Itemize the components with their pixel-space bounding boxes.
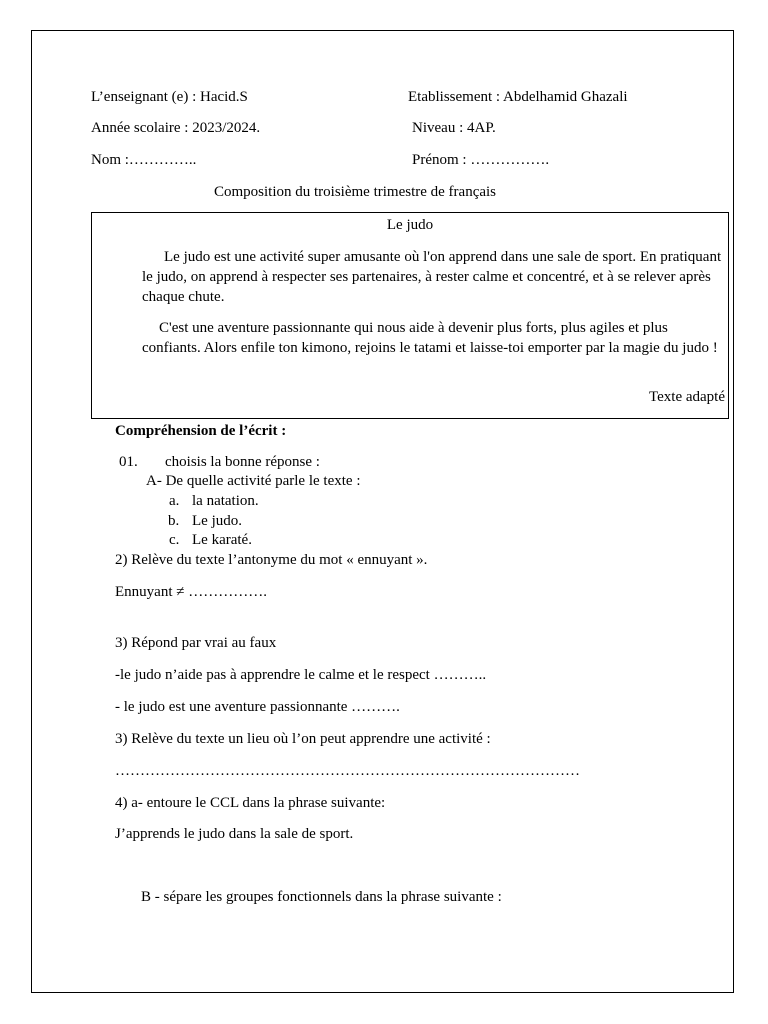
q2-question: 2) Relève du texte l’antonyme du mot « ennuyant ». — [115, 552, 428, 568]
school-label: Etablissement : Abdelhamid Ghazali — [408, 89, 628, 105]
school-year-label: Année scolaire : 2023/2024. — [91, 120, 261, 136]
q4-sentence[interactable]: J’apprends le judo dans la sale de sport. — [115, 826, 354, 842]
exam-title: Composition du troisième trimestre de français — [214, 184, 497, 200]
q3-question: 3) Répond par vrai au faux — [115, 635, 277, 651]
q2-answer-field[interactable]: Ennuyant ≠ ……………. — [115, 584, 267, 600]
text-source: Texte adapté — [649, 389, 725, 405]
q3b-answer-line[interactable]: ………………………………………………………………………………… — [115, 763, 580, 779]
q1-number: 01. — [119, 454, 138, 470]
q1-instruction: choisis la bonne réponse : — [165, 454, 320, 470]
reading-paragraph-2: C'est une aventure passionnante qui nous aide à devenir plus forts, plus agiles et plus confiants. Alors enfile ton kimono, rejoins le tatami et laisse-toi emporter par la magie du judo ! — [142, 320, 718, 356]
section-title: Compréhension de l’écrit : — [115, 423, 287, 439]
option-text[interactable]: Le judo. — [192, 513, 242, 529]
option-letter: a. — [169, 493, 180, 509]
reading-paragraph-1: Le judo est une activité super amusante où l'on apprend dans une sale de sport. En pratiquant le judo, on apprend à respecter ses partenaires, à rester calme et concentré, et à se relever après chaque chute. — [142, 249, 722, 305]
q1a-question: A- De quelle activité parle le texte : — [146, 473, 361, 489]
option-letter: b. — [168, 513, 180, 529]
q4-question: 4) a- entoure le CCL dans la phrase suivante: — [115, 795, 386, 811]
q3b-question: 3) Relève du texte un lieu où l’on peut apprendre une activité : — [115, 731, 491, 747]
firstname-field[interactable]: Prénom : ……………. — [412, 152, 550, 168]
option-text[interactable]: Le karaté. — [192, 532, 252, 548]
q3-statement-1[interactable]: -le judo n’aide pas à apprendre le calme et le respect ……….. — [115, 667, 487, 683]
name-field[interactable]: Nom :………….. — [91, 152, 197, 168]
reading-text-title: Le judo — [386, 217, 434, 233]
option-letter: c. — [169, 532, 180, 548]
option-text[interactable]: la natation. — [192, 493, 259, 509]
q3-statement-2[interactable]: - le judo est une aventure passionnante ………. — [115, 699, 400, 715]
teacher-label: L’enseignant (e) : Hacid.S — [91, 89, 248, 105]
page-frame — [31, 30, 734, 993]
reading-text-box — [91, 212, 729, 419]
q4b-question: B - sépare les groupes fonctionnels dans la phrase suivante : — [141, 889, 502, 905]
level-label: Niveau : 4AP. — [412, 120, 496, 136]
